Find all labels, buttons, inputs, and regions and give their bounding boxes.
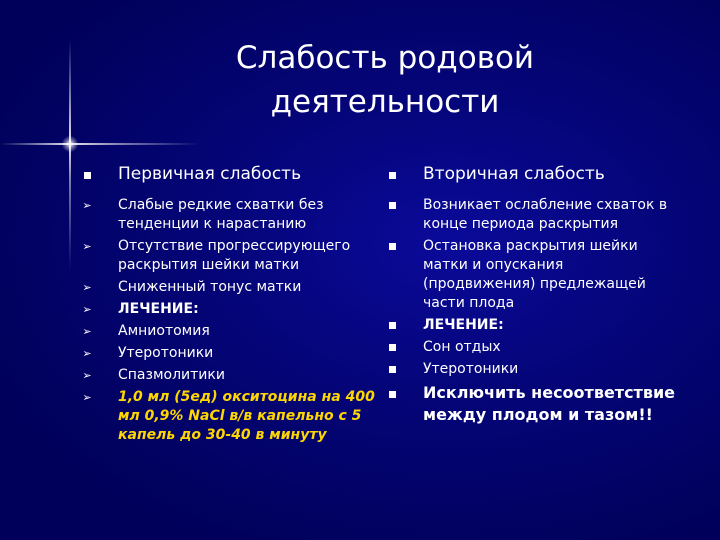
list-item: ➢ Амниотомия bbox=[80, 322, 380, 341]
left-heading: Первичная слабость bbox=[80, 162, 380, 186]
list-item: Остановка раскрытия шейки матки и опускания (продвижения) предлежащей части плода bbox=[385, 237, 675, 313]
arrow-bullet-icon: ➢ bbox=[82, 281, 92, 294]
list-item: Сон отдых bbox=[385, 338, 675, 357]
square-bullet-icon bbox=[385, 196, 399, 215]
left-column bbox=[80, 162, 380, 448]
square-bullet-icon bbox=[385, 237, 399, 256]
list-item: ➢ Сниженный тонус матки bbox=[80, 278, 380, 297]
square-bullet-icon bbox=[385, 316, 399, 335]
star-icon bbox=[62, 136, 78, 152]
square-bullet-icon bbox=[385, 338, 399, 357]
list-item: ➢ Отсутствие прогрессирующего раскрытия шейки матки bbox=[80, 237, 380, 275]
arrow-bullet-icon: ➢ bbox=[82, 347, 92, 360]
list-item: Утеротоники bbox=[385, 360, 675, 379]
square-bullet-icon bbox=[385, 382, 399, 404]
arrow-bullet-icon: ➢ bbox=[82, 240, 92, 253]
arrow-bullet-icon: ➢ bbox=[82, 369, 92, 382]
arrow-bullet-icon: ➢ bbox=[82, 391, 92, 404]
dosage-item: ➢ 1,0 мл (5ед) окситоцина на 400 мл 0,9% NaCl в/в капельно с 5 капель до 30-40 в минуту bbox=[80, 388, 380, 445]
arrow-bullet-icon: ➢ bbox=[82, 303, 92, 316]
list-item: ➢ Слабые редкие схватки без тенденции к нарастанию bbox=[80, 196, 380, 234]
right-heading: Вторичная слабость bbox=[385, 162, 675, 186]
treatment-label: ➢ ЛЕЧЕНИЕ: bbox=[80, 300, 380, 319]
list-item: Возникает ослабление схваток в конце периода раскрытия bbox=[385, 196, 675, 234]
exclusion-note: Исключить несоответствие между плодом и тазом!! bbox=[385, 382, 675, 426]
arrow-bullet-icon: ➢ bbox=[82, 199, 92, 212]
square-bullet-icon bbox=[80, 162, 94, 186]
treatment-label: ЛЕЧЕНИЕ: bbox=[385, 316, 675, 335]
square-bullet-icon bbox=[385, 360, 399, 379]
right-column bbox=[385, 162, 675, 429]
slide-title: Слабость родовой деятельности bbox=[235, 40, 535, 120]
star-flare-vertical bbox=[69, 40, 71, 270]
list-item: ➢ Утеротоники bbox=[80, 344, 380, 363]
arrow-bullet-icon: ➢ bbox=[82, 325, 92, 338]
list-item: ➢ Спазмолитики bbox=[80, 366, 380, 385]
square-bullet-icon bbox=[385, 162, 399, 186]
star-flare-horizontal bbox=[0, 143, 200, 145]
